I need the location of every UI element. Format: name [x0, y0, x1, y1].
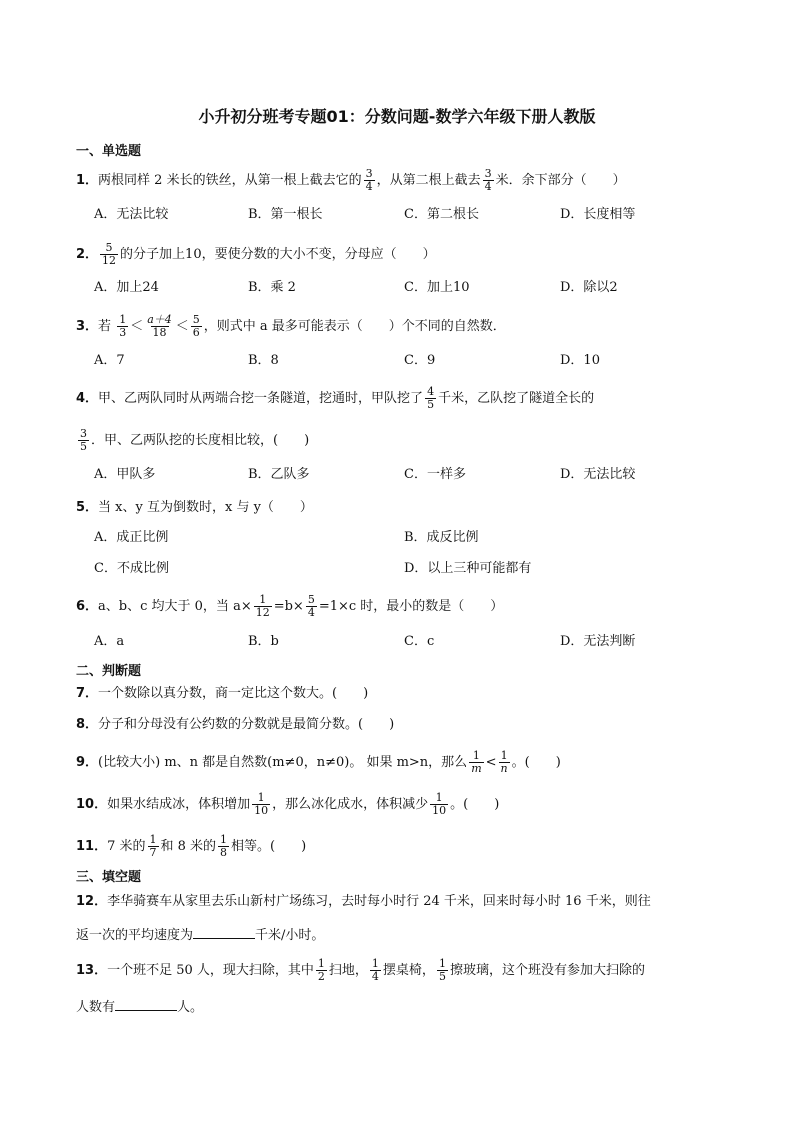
question-7 [76, 684, 368, 704]
denominator: 3 [119, 326, 127, 339]
fraction [316, 958, 327, 983]
answer-blank[interactable] [115, 996, 177, 1011]
question-number: 11． [76, 839, 108, 854]
option-a: A．加上24 [94, 280, 159, 295]
option-c: C．第二根长 [404, 207, 479, 222]
denominator: 2 [317, 970, 325, 983]
question-number: 12． [76, 894, 108, 909]
document-title: 小升初分班考专题01：分数问题-数学六年级下册人教版 [198, 107, 596, 126]
numerator: 1 [257, 791, 265, 804]
question-number: 8． [76, 717, 99, 732]
question-text: 当 x、y 互为倒数时，x 与 y（ ） [98, 500, 313, 515]
denominator: 12 [102, 254, 117, 267]
question-9 [76, 750, 561, 775]
question-text: 人数有 [76, 1000, 116, 1015]
question-text: 7 米的 [107, 839, 146, 854]
denominator: 8 [220, 846, 228, 859]
less-than-sign: ＜ [175, 319, 189, 334]
less-than-sign: < [485, 755, 497, 770]
numerator: 1 [438, 957, 446, 970]
fraction [191, 314, 202, 339]
option-c: C．不成比例 [94, 561, 169, 576]
option-b: B．8 [248, 353, 279, 368]
question-text: a、b、c 均大于 0，当 a× [98, 599, 252, 614]
question-5 [76, 498, 313, 518]
question-text: 千米，乙队挖了隧道全长的 [438, 391, 595, 406]
question-text: 相等。( ) [231, 839, 307, 854]
question-number: 3． [76, 319, 99, 334]
numerator: 5 [105, 241, 113, 254]
option-d: D．以上三种可能都有 [404, 561, 532, 576]
denominator: 12 [255, 606, 270, 619]
fraction [499, 750, 510, 775]
denominator: m [471, 762, 482, 775]
question-text: 的分子加上10，要使分数的大小不变，分母应（ ） [120, 247, 436, 262]
question-3 [76, 314, 506, 339]
fraction [483, 168, 494, 193]
option-b: B．b [248, 634, 279, 649]
fraction [437, 958, 448, 983]
question-10 [76, 792, 499, 817]
option-d: D．无法判断 [560, 634, 636, 649]
numerator: 1 [317, 957, 325, 970]
question-text: 摆桌椅， [382, 963, 435, 978]
question-text: (比较大小) m、n 都是自然数(m≠0，n≠0)。 如果 m>n，那么 [98, 755, 468, 770]
numerator: 5 [307, 593, 315, 606]
question-8 [76, 715, 394, 735]
fraction [117, 314, 128, 339]
denominator: 10 [432, 804, 447, 817]
option-a: A．成正比例 [94, 530, 169, 545]
fraction [430, 792, 448, 817]
fraction [425, 386, 436, 411]
numerator: 1 [500, 749, 508, 762]
question-text: 。( ) [450, 797, 500, 812]
denominator: 4 [307, 606, 315, 619]
question-text: 甲、乙两队同时从两端合挖一条隧道，挖通时，甲队挖了 [98, 391, 424, 406]
question-text: 擦玻璃，这个班没有参加大扫除的 [449, 963, 645, 978]
numerator: 1 [259, 593, 267, 606]
fraction [148, 834, 159, 859]
question-12-line-2 [76, 924, 324, 946]
question-number: 13． [76, 963, 108, 978]
question-text: 。( ) [511, 755, 561, 770]
question-text: =b× [273, 599, 304, 614]
question-4-line-2 [76, 428, 309, 453]
question-4-line-1 [76, 386, 594, 411]
option-d: D．长度相等 [560, 207, 636, 222]
fraction [364, 168, 375, 193]
question-text: 一个数除以真分数，商一定比这个数大。( ) [98, 686, 369, 701]
question-6 [76, 594, 503, 619]
question-number: 6． [76, 599, 99, 614]
fraction [100, 242, 118, 267]
question-text: 如果水结成冰，体积增加 [107, 797, 251, 812]
numerator: 1 [119, 313, 127, 326]
denominator: 4 [365, 180, 373, 193]
numerator: 1 [472, 749, 480, 762]
option-a: A．a [94, 634, 125, 649]
question-text: 扫地， [328, 963, 368, 978]
numerator: 3 [484, 167, 492, 180]
fraction [252, 792, 270, 817]
option-b: B．乘 2 [248, 280, 296, 295]
fraction [78, 428, 89, 453]
question-text: 一个班不足 50 人，现大扫除，其中 [107, 963, 314, 978]
numerator: 3 [80, 427, 87, 440]
option-c: C．一样多 [404, 467, 466, 482]
fraction [254, 594, 272, 619]
denominator: n [500, 762, 508, 775]
option-c: C．加上10 [404, 280, 470, 295]
question-text: 和 8 米的 [160, 839, 217, 854]
question-text: ，那么冰化成水，体积减少 [272, 797, 429, 812]
fraction [370, 958, 381, 983]
question-11 [76, 834, 306, 859]
question-13-line-1 [76, 958, 645, 983]
denominator: 7 [149, 846, 157, 859]
question-text: 返一次的平均速度为 [76, 928, 194, 943]
numerator: 4 [427, 385, 435, 398]
numerator: 1 [435, 791, 443, 804]
numerator: 3 [365, 167, 373, 180]
question-text: 千米/小时。 [255, 928, 325, 943]
question-text: 人。 [177, 1000, 204, 1015]
question-text: ，则式中 a 最多可能表示（ ）个不同的自然数． [203, 319, 506, 334]
question-number: 5． [76, 500, 99, 515]
less-than-sign: ＜ [130, 319, 144, 334]
section-heading-single-choice: 一、单选题 [76, 144, 142, 159]
denominator: 6 [192, 326, 200, 339]
question-13-line-2 [76, 996, 203, 1018]
section-heading-fill-blank: 三、填空题 [76, 870, 142, 885]
option-c: C．9 [404, 353, 436, 368]
denominator: 5 [427, 398, 435, 411]
denominator: 5 [80, 440, 87, 453]
numerator: a＋4 [147, 313, 172, 326]
question-number: 7． [76, 686, 99, 701]
section-heading-true-false: 二、判断题 [76, 664, 142, 679]
option-a: A．无法比较 [94, 207, 169, 222]
option-c: C．c [404, 634, 435, 649]
question-2 [76, 242, 436, 267]
question-1 [76, 168, 626, 193]
denominator: 4 [371, 970, 379, 983]
denominator: 4 [484, 180, 492, 193]
question-number: 9． [76, 755, 99, 770]
option-a: A．7 [94, 353, 125, 368]
fraction [218, 834, 229, 859]
option-d: D．无法比较 [560, 467, 636, 482]
question-number: 2． [76, 247, 99, 262]
question-text: ，从第二根上截去 [376, 173, 481, 188]
numerator: 1 [149, 833, 157, 846]
question-number: 4． [76, 391, 99, 406]
question-text: 两根同样 2 米长的铁丝，从第一根上截去它的 [98, 173, 362, 188]
option-d: D．除以2 [560, 280, 618, 295]
option-a: A．甲队多 [94, 467, 156, 482]
answer-blank[interactable] [193, 924, 255, 939]
fraction [145, 314, 174, 339]
question-text: =1×c 时，最小的数是（ ） [318, 599, 504, 614]
option-b: B．成反比例 [404, 530, 479, 545]
question-number: 1． [76, 173, 99, 188]
option-b: B．第一根长 [248, 207, 323, 222]
question-text: 李华骑赛车从家里去乐山新村广场练习，去时每小时行 24 千米，回来时每小时 16 千米，则往 [107, 894, 651, 909]
denominator: 10 [254, 804, 269, 817]
question-text: 若 [98, 319, 112, 334]
question-12-line-1 [76, 892, 651, 912]
numerator: 1 [371, 957, 379, 970]
question-text: ．甲、乙两队挖的长度相比较，( ) [91, 433, 310, 448]
fraction [306, 594, 317, 619]
numerator: 5 [192, 313, 200, 326]
numerator: 1 [220, 833, 228, 846]
option-d: D．10 [560, 353, 600, 368]
option-b: B．乙队多 [248, 467, 310, 482]
denominator: 5 [438, 970, 446, 983]
question-text: 分子和分母没有公约数的分数就是最简分数。( ) [98, 717, 395, 732]
denominator: 18 [152, 326, 167, 339]
question-text: 米．余下部分（ ） [495, 173, 626, 188]
question-number: 10． [76, 797, 108, 812]
fraction [469, 750, 483, 775]
